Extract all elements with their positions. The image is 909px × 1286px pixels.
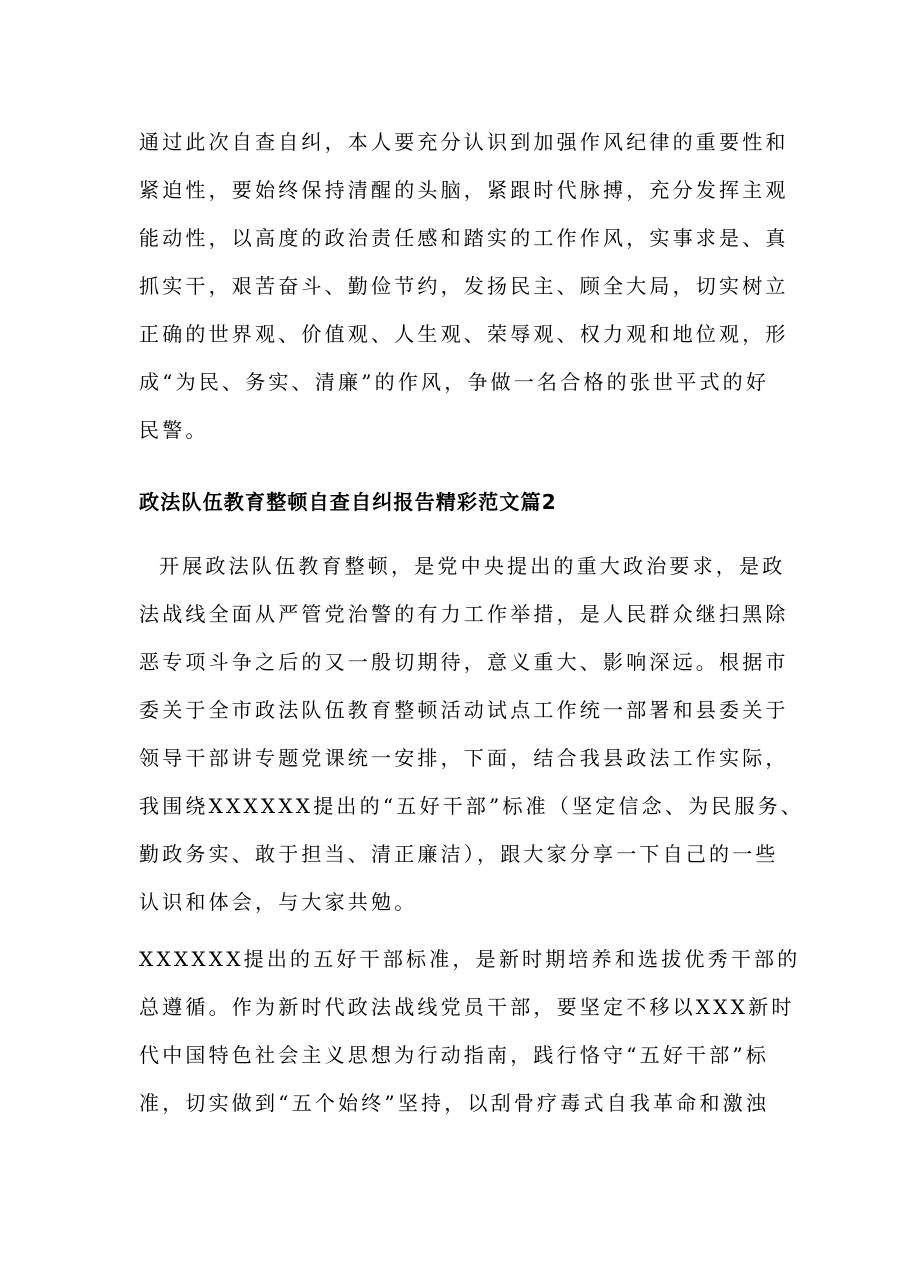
paragraph-line: 通过此次自查自纠，本人要充分认识到加强作风纪律的重要性和 (139, 130, 789, 154)
paragraph-line: 紧迫性，要始终保持清醒的头脑，紧跟时代脉搏，充分发挥主观 (139, 178, 789, 202)
paragraph-line: 成“为民、务实、清廉”的作风，争做一名合格的张世平式的好 (139, 370, 770, 394)
paragraph-line: 开展政法队伍教育整顿，是党中央提出的重大政治要求，是政 (159, 554, 786, 578)
paragraph-line: 认识和体会，与大家共勉。 (139, 890, 418, 914)
paragraph-line: 民警。 (139, 418, 209, 442)
paragraph-line: 恶专项斗争之后的又一殷切期待，意义重大、影响深远。根据市 (139, 650, 789, 674)
paragraph-line: 准，切实做到“五个始终”坚持，以刮骨疗毒式自我革命和激浊 (139, 1091, 770, 1115)
paragraph-line: 抓实干，艰苦奋斗、勤俭节约，发扬民主、顾全大局，切实树立 (139, 274, 789, 298)
paragraph-line: 领导干部讲专题党课统一安排，下面，结合我县政法工作实际， (139, 746, 789, 770)
paragraph-line: 法战线全面从严管党治警的有力工作举措，是人民群众继扫黑除 (139, 602, 789, 626)
paragraph-line: XXXXXX提出的五好干部标准，是新时期培养和选拔优秀干部的 (139, 947, 801, 971)
section-heading: 政法队伍教育整顿自查自纠报告精彩范文篇2 (139, 490, 557, 514)
paragraph-line: 委关于全市政法队伍教育整顿活动试点工作统一部署和县委关于 (139, 698, 789, 722)
paragraph-five-good-cadres (139, 935, 801, 1127)
paragraph-line: 勤政务实、敢于担当、清正廉洁），跟大家分享一下自己的一些 (139, 842, 779, 866)
paragraph-self-inspection-conclusion (139, 118, 789, 454)
paragraph-line: 正确的世界观、价值观、人生观、荣辱观、权力观和地位观，形 (139, 322, 789, 346)
paragraph-line: 我围绕XXXXXX提出的“五好干部”标准（坚定信念、为民服务、 (139, 794, 805, 818)
paragraph-line: 代中国特色社会主义思想为行动指南，践行恪守“五好干部”标 (139, 1043, 770, 1067)
paragraph-rectification-intro (139, 542, 805, 926)
paragraph-line: 总遵循。作为新时代政法战线党员干部，要坚定不移以XXX新时 (139, 995, 795, 1019)
paragraph-line: 能动性，以高度的政治责任感和踏实的工作作风，实事求是、真 (139, 226, 789, 250)
